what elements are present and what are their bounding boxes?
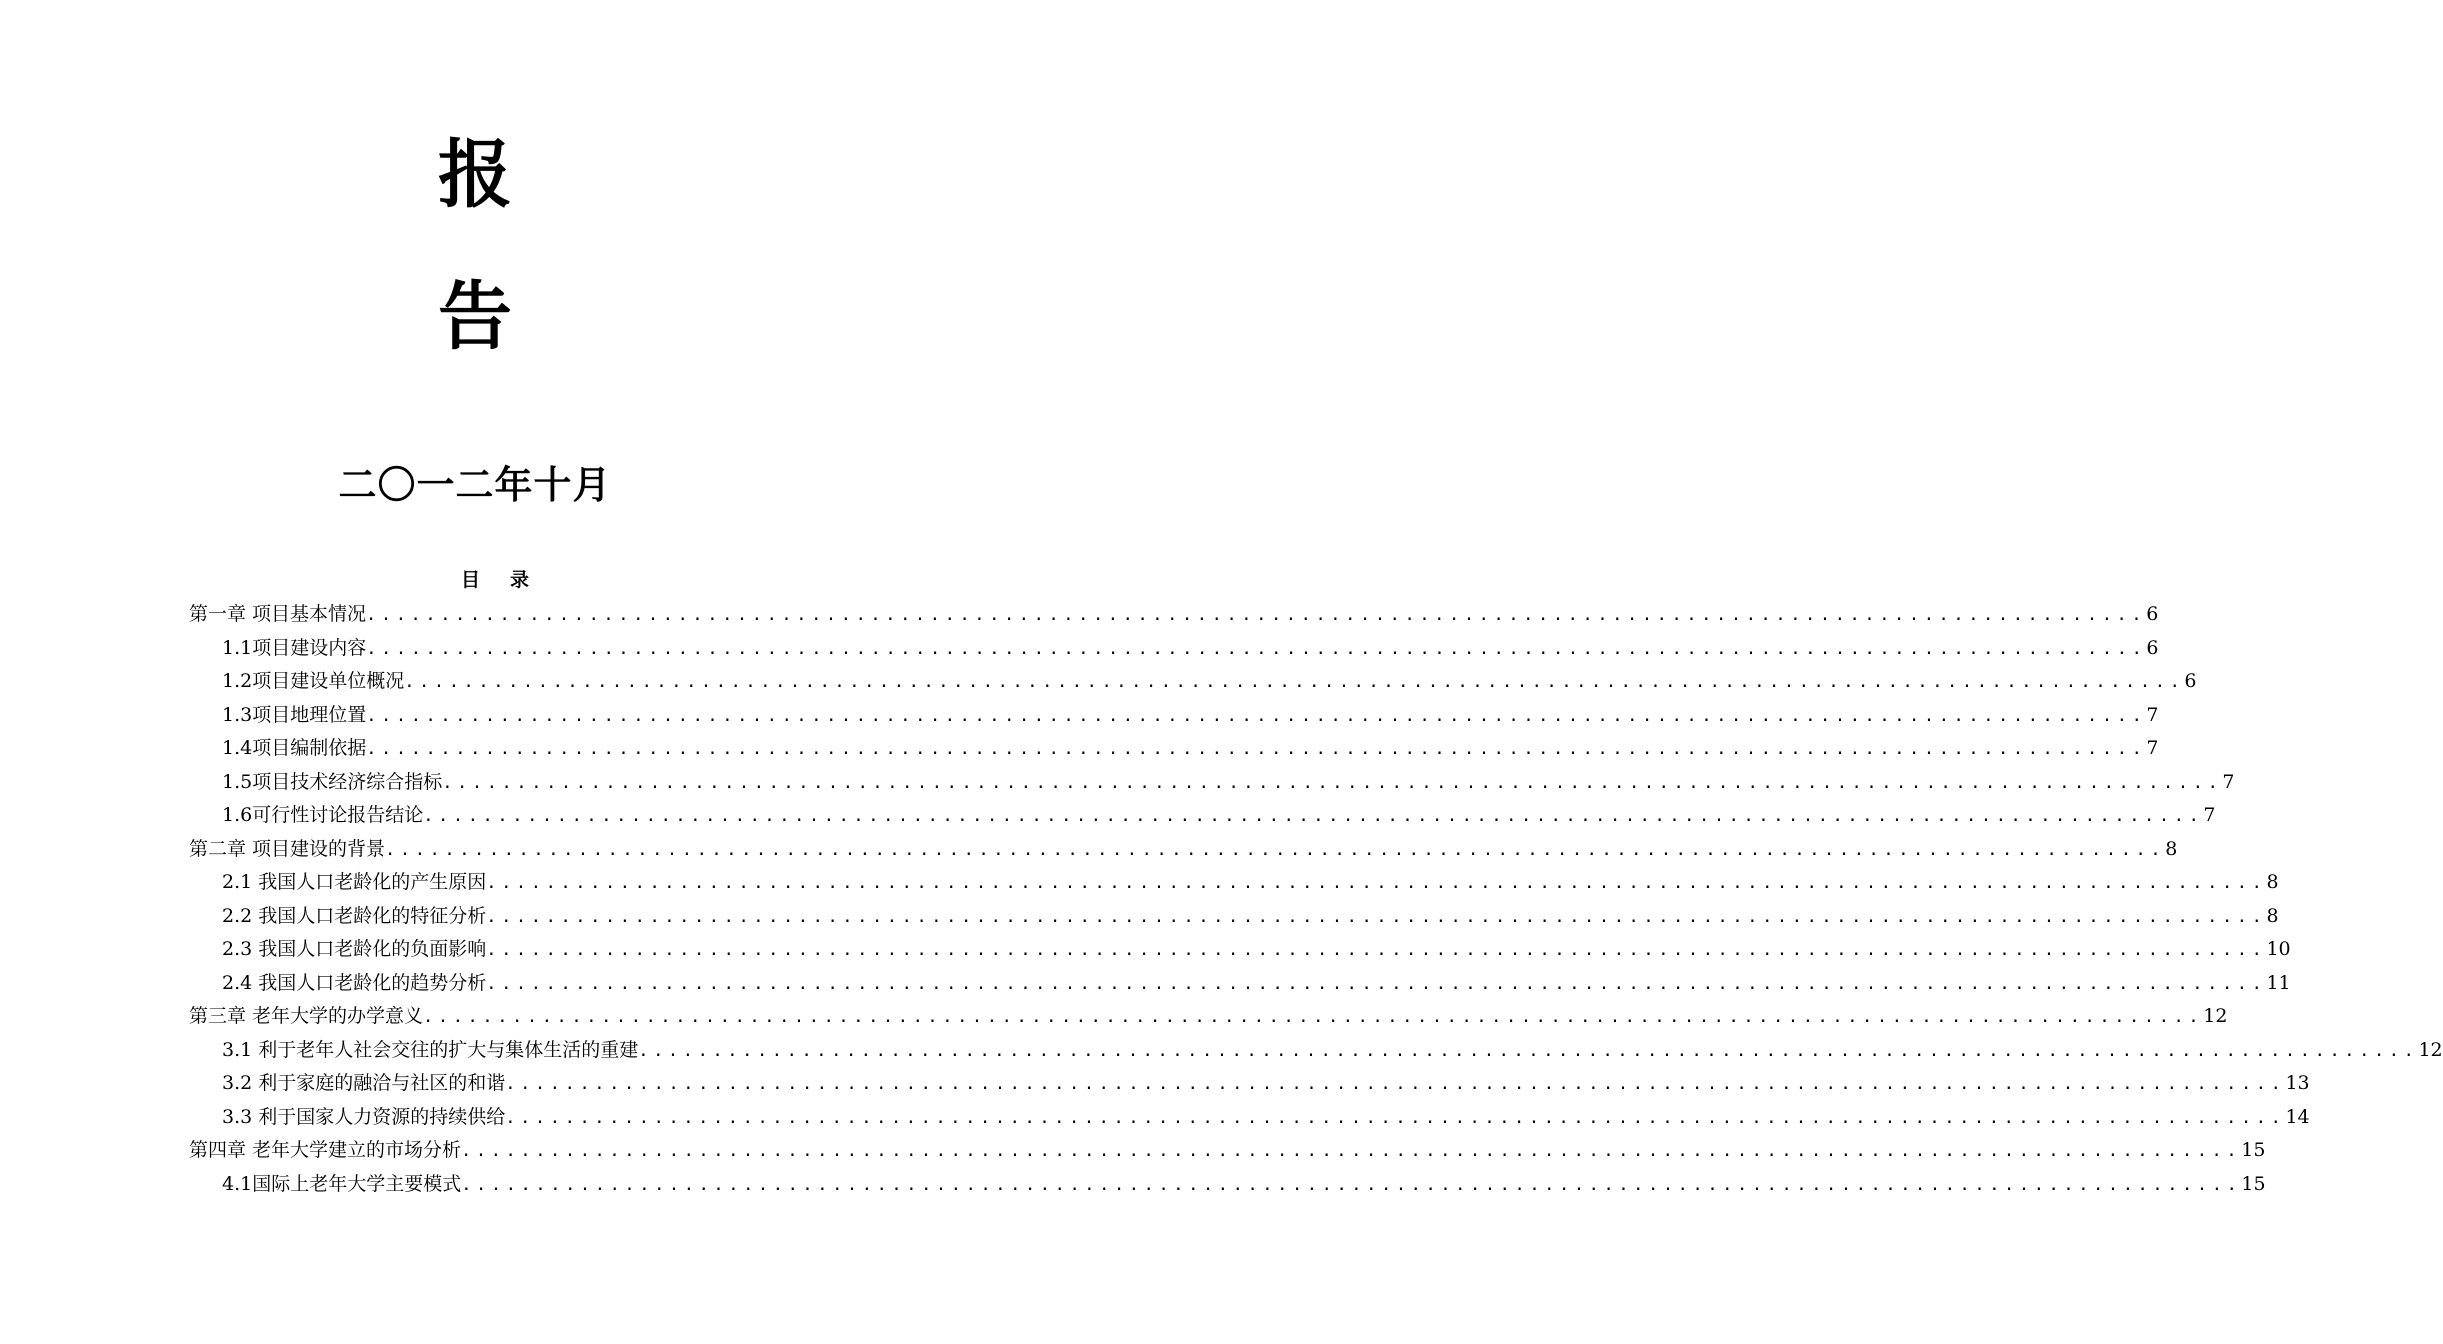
toc-entry-page: 12 [2203,1005,2228,1027]
toc-leader-dots: ........................................................................................................................ [442,772,2223,793]
toc-entry-page: 15 [2241,1172,2266,1195]
toc-entry[interactable] [189,967,2291,1001]
toc-entry-page: 8 [2266,871,2279,893]
toc-entry-page: 6 [2184,670,2197,692]
toc-entry-page: 6 [2146,603,2159,625]
toc-leader-dots: ........................................................................................................................ [404,672,2185,692]
toc-entry-label: 3.2 利于家庭的融洽与社区的和谐 [222,1072,506,1094]
toc-entry[interactable] [189,766,2235,800]
toc-leader-dots: ........................................................................................................................ [486,906,2267,927]
cover-title-char-2: 告 [438,274,512,360]
toc-entry-label: 2.4 我国人口老龄化的趋势分析 [222,971,487,994]
toc-entry-label: 1.4项目编制依据 [222,737,367,759]
toc-leader-dots: ........................................................................................................................ [423,1007,2204,1027]
toc-leader-dots: ........................................................................................................................ [461,1141,2242,1161]
toc-entry-page: 11 [2266,971,2291,994]
toc-leader-dots: ........................................................................................................................ [461,1174,2242,1195]
toc-entry[interactable] [189,1067,2310,1101]
toc-leader-dots: ........................................................................................................................ [366,705,2147,726]
toc-entry-label: 第三章 老年大学的办学意义 [189,1005,424,1027]
toc-leader-dots: ........................................................................................................................ [505,1107,2286,1128]
toc-leader-dots: ........................................................................................................................ [366,605,2147,625]
toc-entry[interactable] [189,632,2159,666]
toc-entry-page: 15 [2241,1139,2266,1161]
toc-entry-page: 14 [2285,1105,2310,1128]
table-of-contents [189,598,2443,1201]
toc-entry-label: 2.1 我国人口老龄化的产生原因 [222,871,487,893]
toc-entry-label: 第一章 项目基本情况 [189,603,367,625]
cover-date: 二〇一二年十月 [338,463,612,507]
toc-leader-dots: ........................................................................................................................ [505,1074,2286,1094]
toc-heading [0,566,990,594]
toc-heading-part-1: 目 [460,569,480,591]
toc-leader-dots: ........................................................................................................................ [366,739,2147,759]
toc-entry[interactable] [189,933,2291,967]
toc-entry-label: 3.3 利于国家人力资源的持续供给 [222,1105,506,1128]
toc-entry-page: 10 [2266,938,2291,960]
toc-leader-dots: ........................................................................................................................ [638,1040,2419,1061]
toc-entry-page: 7 [2146,703,2159,726]
toc-entry-page: 13 [2285,1072,2310,1094]
toc-entry[interactable] [189,1101,2310,1135]
toc-entry-page: 8 [2266,904,2279,927]
toc-entry[interactable] [189,866,2279,900]
toc-entry[interactable] [189,732,2159,766]
toc-entry-page: 12 [2418,1038,2443,1061]
toc-leader-dots: ........................................................................................................................ [486,940,2267,960]
toc-entry-label: 2.3 我国人口老龄化的负面影响 [222,938,487,960]
toc-leader-dots: ........................................................................................................................ [385,839,2166,860]
toc-entry-page: 7 [2146,737,2159,759]
toc-entry[interactable] [189,1034,2443,1068]
toc-entry-label: 2.2 我国人口老龄化的特征分析 [222,904,487,927]
toc-entry[interactable] [189,1168,2266,1202]
toc-leader-dots: ........................................................................................................................ [366,638,2147,659]
toc-entry-page: 6 [2146,636,2159,659]
toc-entry-page: 7 [2203,804,2216,826]
toc-entry-page: 8 [2165,837,2178,860]
toc-entry[interactable] [189,1000,2228,1034]
toc-entry-label: 1.5项目技术经济综合指标 [222,770,443,793]
toc-entry[interactable] [189,833,2178,867]
toc-leader-dots: ........................................................................................................................ [486,973,2267,994]
toc-leader-dots: ........................................................................................................................ [423,806,2204,826]
toc-entry-label: 第二章 项目建设的背景 [189,837,386,860]
toc-entry[interactable] [189,665,2197,699]
toc-entry-label: 1.2项目建设单位概况 [222,670,405,692]
toc-entry[interactable] [189,1134,2266,1168]
toc-heading-part-2: 录 [510,569,530,591]
toc-leader-dots: ........................................................................................................................ [486,873,2267,893]
toc-entry-label: 3.1 利于老年人社会交往的扩大与集体生活的重建 [222,1038,639,1061]
toc-entry-label: 1.3项目地理位置 [222,703,367,726]
cover-title-char-1: 报 [438,132,512,218]
toc-entry[interactable] [189,900,2279,934]
toc-entry-label: 1.1项目建设内容 [222,636,367,659]
toc-entry[interactable] [189,598,2159,632]
toc-entry-label: 第四章 老年大学建立的市场分析 [189,1139,462,1161]
toc-entry-label: 1.6可行性讨论报告结论 [222,804,424,826]
toc-entry[interactable] [189,799,2216,833]
toc-entry[interactable] [189,699,2159,733]
toc-entry-page: 7 [2222,770,2235,793]
toc-entry-label: 4.1国际上老年大学主要模式 [222,1172,462,1195]
